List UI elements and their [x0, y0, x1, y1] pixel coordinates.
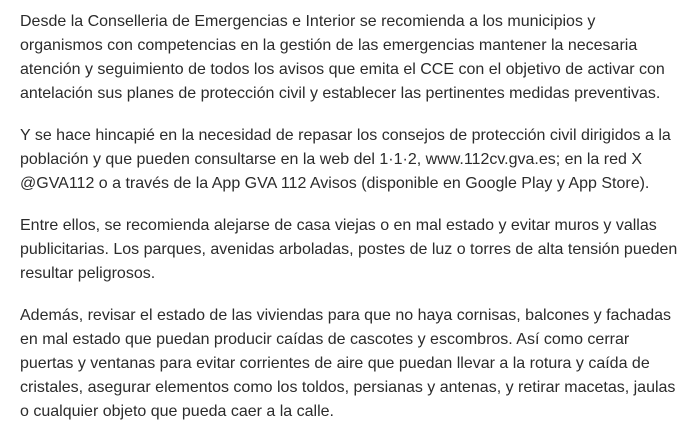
- paragraph-home-safety: Además, revisar el estado de las viviendas para que no haya cornisas, balcones y fachadas en mal estado que puedan producir caídas de cascotes y escombros. Así como cerrar puertas y ventanas para evitar corrientes de aire que puedan llevar a la rotura y caída de cristales, asegurar elementos como los toldos, persianas y antenas, y retirar macetas, jaulas o cualquier objeto que pueda caer a la calle.: [20, 307, 676, 420]
- article-body: [20, 10, 680, 424]
- paragraph-civil-protection-advice: Y se hace hincapié en la necesidad de repasar los consejos de protección civil dirigidos a la población y que pueden consultarse en la web del 1·1·2, www.112cv.gva.es; en la red X @GVA112 o a través de la App GVA 112 Avisos (disponible en Google Play y App Store).: [20, 127, 671, 192]
- paragraph-avoid-buildings: Entre ellos, se recomienda alejarse de casa viejas o en mal estado y evitar muros y vallas publicitarias. Los parques, avenidas arboladas, postes de luz o torres de alta tensión pueden resultar peligrosos.: [20, 217, 678, 282]
- paragraph-emergency-recommendation: Desde la Conselleria de Emergencias e Interior se recomienda a los municipios y organismos con competencias en la gestión de las emergencias mantener la necesaria atención y seguimiento de todos los avisos que emita el CCE con el objetivo de activar con antelación sus planes de protección civil y establecer las pertinentes medidas preventivas.: [20, 13, 665, 102]
